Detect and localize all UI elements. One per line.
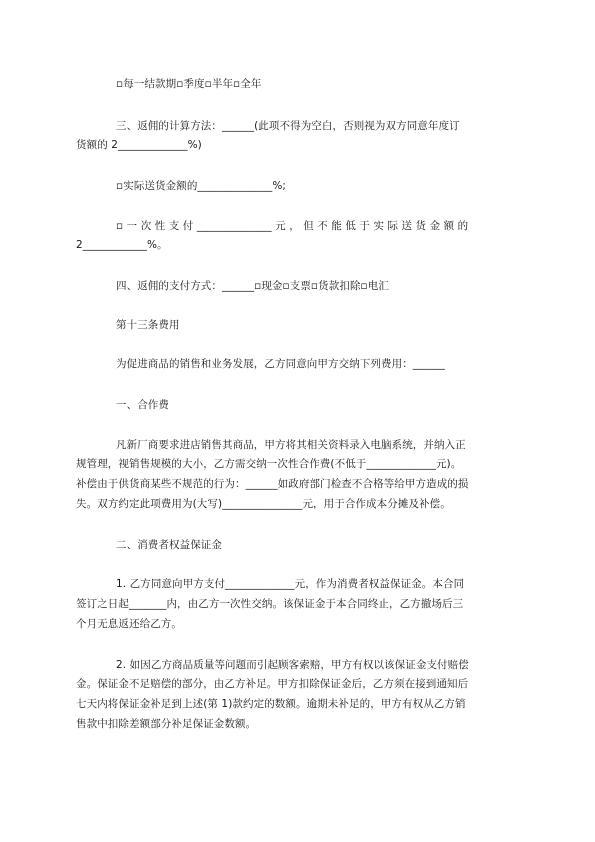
text-line: 为促进商品的销售和业务发展，乙方同意向甲方交纳下列费用：______	[116, 358, 445, 370]
text-line: ▫实际送货金额的______________%;	[116, 180, 287, 192]
text-line: 售款中扣除差额部分补足保证金数额。	[76, 718, 257, 730]
text-line: 四、返佣的支付方式：______▫现金▫支票▫货款扣除▫电汇	[116, 280, 389, 292]
text-line: ▫ 一 次 性 支 付 ______________ 元 ， 但 不 能 低 于 实 际 送 货 金 额 的	[116, 220, 469, 232]
text-line: 金。保证金不足赔偿的部分，由乙方补足。甲方扣除保证金后，乙方须在接到通知后	[76, 678, 469, 690]
section-heading: 第十三条费用	[116, 319, 180, 331]
text-line: 失。双方约定此项费用为(大写)_______________元，用于合作成本分摊及补偿。	[76, 498, 451, 510]
text-line: 三、返佣的计算方法：______(此项不得为空白，否则视为双方同意年度订	[116, 120, 460, 132]
text-line: 2____________%。	[76, 239, 168, 251]
text-line: 七天内将保证金补足到上述(第 1)款约定的数额。逾期未补足的，甲方有权从乙方销	[76, 698, 466, 710]
text-line: 2. 如因乙方商品质量等问题而引起顾客索赔，甲方有权以该保证金支付赔偿	[116, 659, 469, 671]
text-line: 货额的 2_____________%)	[76, 139, 202, 151]
text-line: 规管理，视销售规模的大小，乙方需交纳一次性合作费(不低于_____________元)。	[76, 458, 462, 470]
text-line: 签订之日起_______内，由乙方一次性交纳。该保证金于本合同终止，乙方撤场后三	[76, 598, 464, 610]
text-line: ▫每一结款期▫季度▫半年▫全年	[116, 78, 262, 90]
text-line: 1. 乙方同意向甲方支付_____________元，作为消费者权益保证金。本合同	[116, 578, 465, 590]
section-heading: 二、消费者权益保证金	[116, 539, 222, 551]
text-line: 补偿由于供货商某些不规范的行为：______如政府部门检查不合格等给甲方造成的损	[76, 478, 469, 490]
text-line: 个月无息返还给乙方。	[76, 618, 182, 630]
text-line: 凡新厂商要求进店销售其商品，甲方将其相关资料录入电脑系统，并纳入正	[116, 439, 466, 451]
section-heading: 一、合作费	[116, 399, 169, 411]
